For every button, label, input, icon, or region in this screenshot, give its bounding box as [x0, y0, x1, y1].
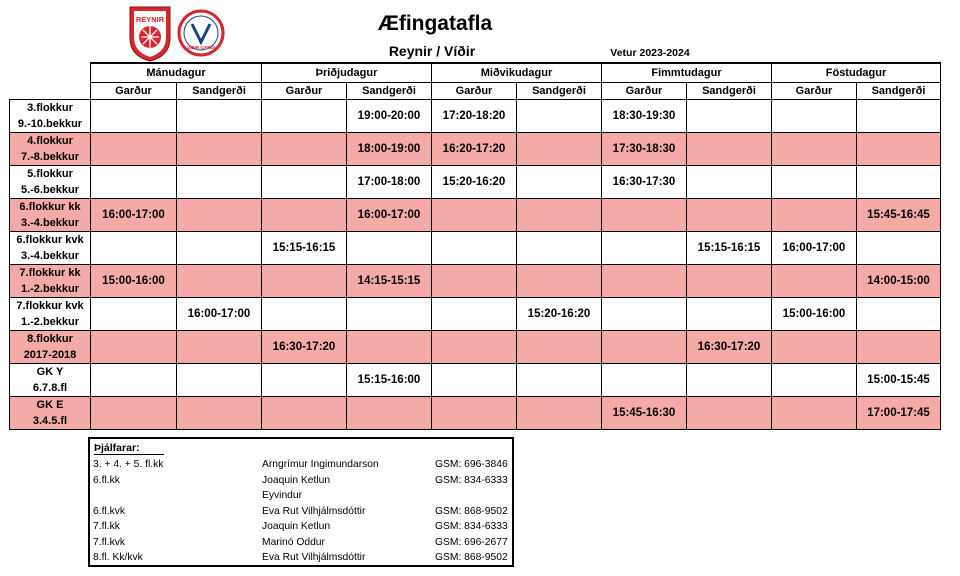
- group-label: [10, 166, 91, 199]
- time-slot: [857, 166, 941, 199]
- coach-name: Eva Rut Vilhjálmsdóttir: [262, 552, 366, 563]
- time-slot: [91, 364, 177, 397]
- time-slot: [432, 232, 517, 265]
- season-label: Vetur 2023-2024: [610, 47, 690, 59]
- group-detail: 9.-10.bekkur: [17, 118, 83, 130]
- location-header: Sandgerði: [347, 83, 432, 100]
- time-slot: [91, 397, 177, 430]
- group-name: 5.flokkur: [27, 168, 73, 180]
- time-slot: [177, 331, 262, 364]
- time-slot: [857, 232, 941, 265]
- group-name: 6.flokkur kk: [19, 201, 81, 213]
- group-detail: 2017-2018: [23, 349, 77, 361]
- coach-row: [90, 535, 512, 551]
- time-slot: 16:00-17:00: [347, 199, 432, 232]
- time-slot: [91, 331, 177, 364]
- coaches-heading: Þjálfarar:: [94, 442, 164, 455]
- location-header: Sandgerði: [177, 83, 262, 100]
- reynir-logo: [130, 7, 170, 61]
- coach-name: Joaquin Ketlun: [262, 474, 331, 486]
- group-name: GK E: [36, 399, 64, 411]
- schedule-row: [10, 364, 941, 397]
- coach-group: 6.fl.kvk: [93, 505, 126, 517]
- time-slot: [177, 100, 262, 133]
- time-slot: [772, 100, 857, 133]
- time-slot: [772, 166, 857, 199]
- time-slot: 17:00-18:00: [347, 166, 432, 199]
- time-slot: [772, 397, 857, 430]
- group-detail: 3.-4.bekkur: [20, 217, 80, 229]
- group-detail: 7.-8.bekkur: [20, 151, 80, 163]
- group-detail: 1.-2.bekkur: [20, 283, 80, 295]
- time-slot: 16:30-17:20: [262, 331, 347, 364]
- coach-row: [90, 488, 512, 504]
- time-slot: [517, 265, 602, 298]
- location-header: Sandgerði: [687, 83, 772, 100]
- time-slot: 15:00-15:45: [857, 364, 941, 397]
- time-slot: [602, 298, 687, 331]
- time-slot: [687, 397, 772, 430]
- time-slot: 14:15-15:15: [347, 265, 432, 298]
- time-slot: [772, 265, 857, 298]
- time-slot: [687, 364, 772, 397]
- time-slot: 17:30-18:30: [602, 133, 687, 166]
- time-slot: [262, 133, 347, 166]
- coach-row: [90, 473, 512, 489]
- group-detail: 3.4.5.fl: [32, 415, 68, 427]
- day-header: Miðvikudagur: [432, 63, 602, 83]
- time-slot: [91, 166, 177, 199]
- time-slot: 16:20-17:20: [432, 133, 517, 166]
- time-slot: [857, 133, 941, 166]
- coach-row: [90, 504, 512, 520]
- time-slot: [687, 298, 772, 331]
- time-slot: 15:00-16:00: [772, 298, 857, 331]
- group-name: 6.flokkur kvk: [16, 234, 84, 246]
- time-slot: [857, 100, 941, 133]
- time-slot: [517, 100, 602, 133]
- time-slot: 17:20-18:20: [432, 100, 517, 133]
- time-slot: 15:00-16:00: [91, 265, 177, 298]
- time-slot: [347, 298, 432, 331]
- coach-group: 7.fl.kvk: [93, 536, 126, 548]
- group-label: [10, 364, 91, 397]
- time-slot: 14:00-15:00: [857, 265, 941, 298]
- time-slot: [432, 199, 517, 232]
- day-header: Föstudagur: [772, 63, 941, 83]
- time-slot: [772, 364, 857, 397]
- schedule-row: [10, 331, 941, 364]
- time-slot: 19:00-20:00: [347, 100, 432, 133]
- schedule-row: [10, 133, 941, 166]
- time-slot: [91, 232, 177, 265]
- time-slot: [517, 166, 602, 199]
- club-logos: [126, 4, 226, 62]
- time-slot: [517, 199, 602, 232]
- time-slot: 15:15-16:15: [687, 232, 772, 265]
- time-slot: 15:15-16:00: [347, 364, 432, 397]
- time-slot: 15:45-16:30: [602, 397, 687, 430]
- time-slot: [602, 199, 687, 232]
- time-slot: [687, 133, 772, 166]
- coach-name: Marinó Oddur: [262, 536, 325, 548]
- schedule-row: [10, 199, 941, 232]
- coach-name: Eva Rut Vilhjálmsdóttir: [262, 505, 366, 517]
- time-slot: [517, 331, 602, 364]
- location-header: Garður: [602, 83, 687, 100]
- day-header: Fimmtudagur: [602, 63, 772, 83]
- time-slot: [91, 298, 177, 331]
- coach-group: 3. + 4. + 5. fl.kk: [93, 459, 164, 470]
- schedule-row: [10, 397, 941, 430]
- location-header: Garður: [91, 83, 177, 100]
- coach-row: [90, 550, 512, 566]
- time-slot: [262, 166, 347, 199]
- location-header: Garður: [772, 83, 857, 100]
- schedule-row: [10, 232, 941, 265]
- time-slot: [432, 298, 517, 331]
- schedule-row: [10, 166, 941, 199]
- coach-phone: GSM: 868-9502: [435, 552, 508, 563]
- time-slot: [857, 298, 941, 331]
- time-slot: [517, 364, 602, 397]
- group-name: 4.flokkur: [27, 135, 73, 147]
- time-slot: [772, 331, 857, 364]
- group-detail: 3.-4.bekkur: [20, 250, 80, 262]
- time-slot: [262, 265, 347, 298]
- time-slot: [772, 199, 857, 232]
- group-label: [10, 265, 91, 298]
- time-slot: [602, 331, 687, 364]
- time-slot: [432, 364, 517, 397]
- corner-cell: [10, 83, 91, 100]
- time-slot: [347, 397, 432, 430]
- coach-group: 8.fl. Kk/kvk: [93, 552, 143, 563]
- time-slot: 15:15-16:15: [262, 232, 347, 265]
- group-label: [10, 133, 91, 166]
- reynir-logo-text: REYNIR: [135, 15, 165, 24]
- page-subtitle: Reynir / Víðir: [388, 43, 476, 59]
- location-header-row: [10, 83, 941, 100]
- time-slot: [687, 100, 772, 133]
- time-slot: [602, 265, 687, 298]
- time-slot: [687, 265, 772, 298]
- group-detail: 1.-2.bekkur: [20, 316, 80, 328]
- coach-name: Arngrímur Ingimundarson: [262, 459, 379, 470]
- schedule-row: [10, 100, 941, 133]
- time-slot: [517, 232, 602, 265]
- time-slot: 16:00-17:00: [91, 199, 177, 232]
- group-detail: 6.7.8.fl: [32, 382, 68, 394]
- time-slot: 17:00-17:45: [857, 397, 941, 430]
- time-slot: 16:30-17:20: [687, 331, 772, 364]
- group-label: [10, 397, 91, 430]
- day-header: Mánudagur: [91, 63, 262, 83]
- time-slot: [772, 133, 857, 166]
- vidir-logo-text: VÍÐIR GARÐI: [187, 45, 215, 50]
- coach-row: [90, 457, 512, 473]
- location-header: Sandgerði: [517, 83, 602, 100]
- time-slot: [602, 232, 687, 265]
- group-detail: 5.-6.bekkur: [20, 184, 80, 196]
- location-header: Garður: [432, 83, 517, 100]
- schedule-row: [10, 265, 941, 298]
- coach-phone: GSM: 696-2677: [435, 536, 508, 548]
- schedule-body: [10, 100, 941, 430]
- group-label: [10, 199, 91, 232]
- coach-row: [90, 519, 512, 535]
- time-slot: [177, 133, 262, 166]
- coach-phone: GSM: 834-6333: [435, 474, 508, 486]
- group-label: [10, 100, 91, 133]
- time-slot: 15:45-16:45: [857, 199, 941, 232]
- day-header-row: [10, 63, 941, 83]
- vidir-logo: [179, 11, 223, 55]
- time-slot: [432, 265, 517, 298]
- time-slot: [177, 232, 262, 265]
- training-schedule-table: [9, 62, 941, 430]
- group-name: 3.flokkur: [27, 102, 73, 114]
- group-name: 7.flokkur kk: [19, 267, 81, 279]
- coach-phone: GSM: 696-3846: [435, 459, 508, 470]
- group-name: 8.flokkur: [27, 333, 73, 345]
- time-slot: 16:00-17:00: [177, 298, 262, 331]
- coaches-box: [88, 437, 514, 567]
- time-slot: 16:00-17:00: [772, 232, 857, 265]
- coach-phone: GSM: 834-6333: [435, 521, 508, 532]
- group-label: [10, 298, 91, 331]
- time-slot: [262, 298, 347, 331]
- group-label: [10, 331, 91, 364]
- day-header: Þriðjudagur: [262, 63, 432, 83]
- time-slot: [517, 397, 602, 430]
- time-slot: [91, 100, 177, 133]
- time-slot: [602, 364, 687, 397]
- time-slot: 15:20-16:20: [517, 298, 602, 331]
- time-slot: [347, 331, 432, 364]
- page-title: Æfingatafla: [377, 12, 493, 35]
- corner-cell: [10, 63, 91, 83]
- location-header: Garður: [262, 83, 347, 100]
- time-slot: [262, 397, 347, 430]
- coach-phone: GSM: 868-9502: [435, 505, 508, 517]
- schedule-row: [10, 298, 941, 331]
- time-slot: [262, 100, 347, 133]
- time-slot: [177, 199, 262, 232]
- time-slot: [262, 199, 347, 232]
- time-slot: 18:30-19:30: [602, 100, 687, 133]
- time-slot: [687, 166, 772, 199]
- time-slot: [177, 364, 262, 397]
- time-slot: [687, 199, 772, 232]
- time-slot: [517, 133, 602, 166]
- time-slot: 15:20-16:20: [432, 166, 517, 199]
- coach-group: 7.fl.kk: [93, 521, 120, 532]
- group-name: GK Y: [36, 366, 64, 378]
- group-label: [10, 232, 91, 265]
- time-slot: [432, 397, 517, 430]
- time-slot: [91, 133, 177, 166]
- time-slot: [177, 265, 262, 298]
- time-slot: [262, 364, 347, 397]
- location-header: Sandgerði: [857, 83, 941, 100]
- time-slot: [177, 166, 262, 199]
- time-slot: [432, 331, 517, 364]
- coach-name: Joaquin Ketlun: [262, 521, 331, 532]
- coach-name: Eyvindur: [262, 490, 303, 501]
- time-slot: [347, 232, 432, 265]
- time-slot: [177, 397, 262, 430]
- time-slot: 16:30-17:30: [602, 166, 687, 199]
- time-slot: [857, 331, 941, 364]
- coach-group: 6.fl.kk: [93, 474, 120, 486]
- time-slot: 18:00-19:00: [347, 133, 432, 166]
- group-name: 7.flokkur kvk: [16, 300, 84, 312]
